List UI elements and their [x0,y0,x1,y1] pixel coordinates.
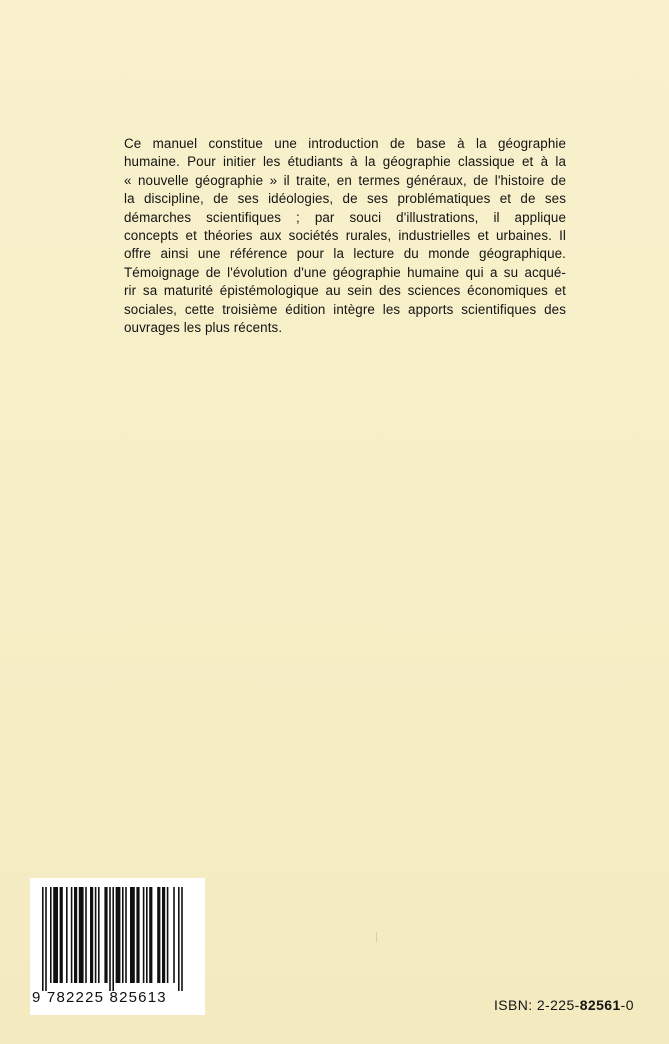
blurb-line: concepts et théories aux sociétés rurales, industrielles et urbaines. Il [124,228,566,244]
barcode-bar [125,887,127,983]
barcode-bar [112,887,114,991]
isbn [494,997,634,1013]
barcode-bar [143,887,145,983]
barcode-bar [50,887,52,983]
barcode-bar [53,887,58,983]
barcode-bar [146,887,148,983]
barcode-bar [157,887,160,983]
barcode-bar [167,887,169,983]
barcode-bar [136,887,139,983]
barcode-bar [181,887,183,991]
barcode-bar [149,887,152,983]
back-cover-blurb [124,135,566,337]
barcode-bar [71,887,73,983]
print-mark [376,932,377,942]
barcode [30,878,205,1015]
blurb-line: Témoignage de l'évolution d'une géographie humaine qui a su acqué- [124,264,566,280]
blurb-line: la discipline, de ses idéologies, de ses problématiques et de ses [124,191,566,207]
barcode-bar [116,887,121,983]
blurb-line: rir sa maturité épistémologique au sein des sciences économiques et [124,283,566,299]
barcode-bar [95,887,97,983]
barcode-bars [42,887,194,991]
barcode-bar [178,887,180,991]
barcode-bar [85,887,87,983]
blurb-line: offre ainsi une référence pour la lecture du monde géographique. [124,246,566,262]
blurb-line: « nouvelle géographie » il traite, en termes généraux, de l'histoire de [124,172,566,188]
blurb-line: Ce manuel constitue une introduction de base à la géographie [124,136,566,151]
barcode-bar [104,887,107,983]
blurb-line: humaine. Pour initier les étudiants à la géographie classique et à la [124,154,566,170]
barcode-bar [109,887,111,991]
barcode-bar [45,887,47,991]
isbn-prefix: ISBN: 2-225- [494,997,580,1013]
blurb-line: ouvrages les plus récents. [124,320,283,336]
barcode-bar [60,887,63,983]
barcode-bar [90,887,93,983]
barcode-bar [42,887,44,991]
blurb-line: sociales, cette troisième édition intègre les apports scientifiques des [124,301,566,317]
barcode-bar [122,887,124,983]
barcode-bar [74,887,77,983]
blurb-line: démarches scientifiques ; par souci d'illustrations, il applique [124,209,566,225]
isbn-suffix: -0 [620,997,634,1013]
isbn-bold-part: 82561 [579,997,621,1013]
barcode-bar [130,887,135,983]
barcode-bar [173,887,175,983]
barcode-bar [79,887,84,983]
barcode-bar [98,887,100,983]
barcode-bar [66,887,68,983]
barcode-digits: 9 782225 825613 [32,989,167,1006]
barcode-bar [162,887,165,983]
